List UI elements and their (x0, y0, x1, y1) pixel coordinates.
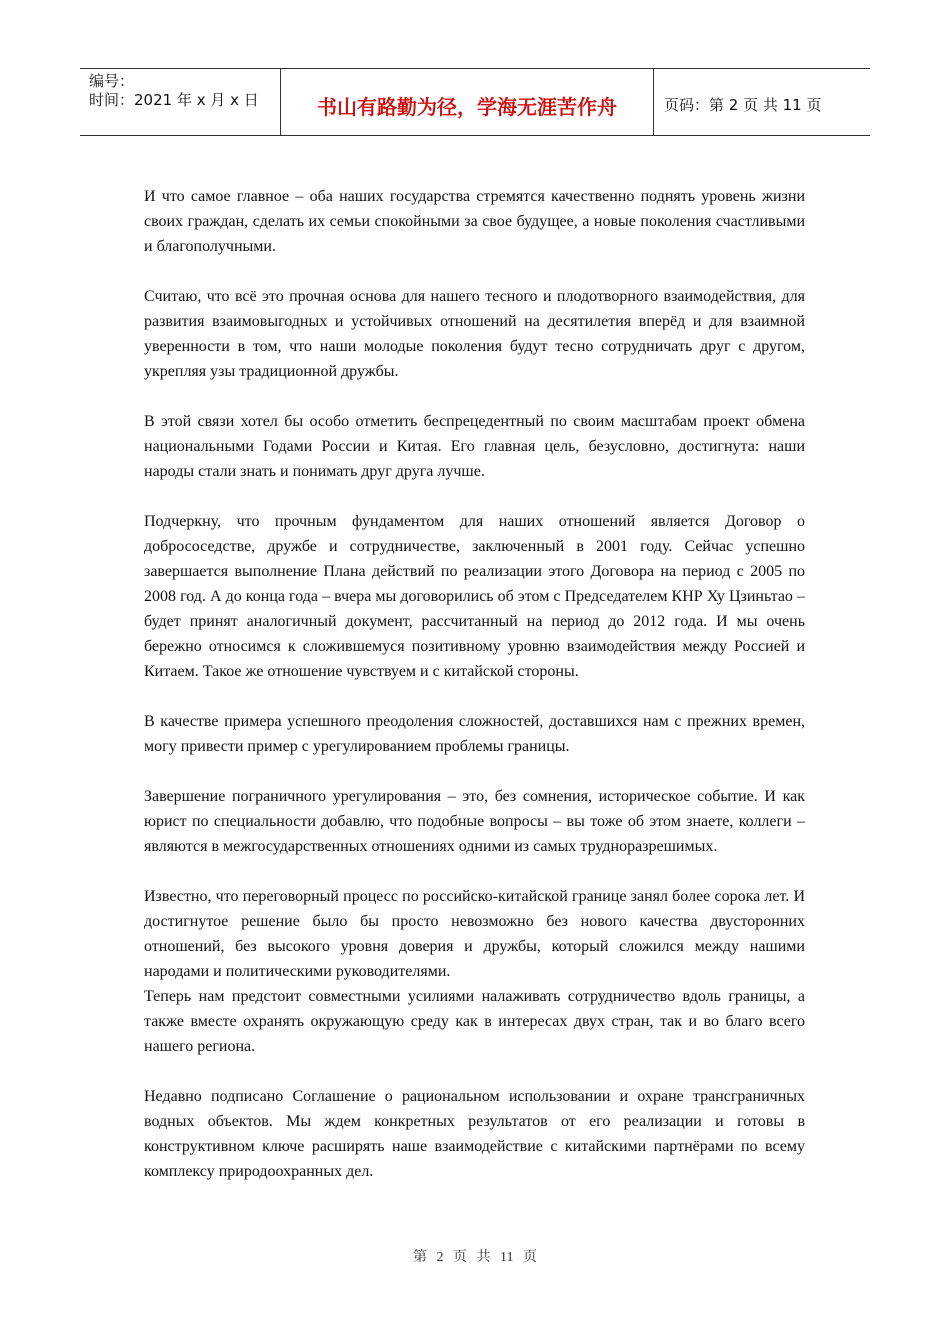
paragraph: Подчеркну, что прочным фундаментом для наших отношений является Договор о добрососедстве, дружбе и сотрудничестве, заключенный в 2001 году. Сейчас успешно завершается выполнение Плана действий по реализации этого Договора на период с 2005 по 2008 год. А до конца года – вчера мы договорились об этом с Председателем КНР Ху Цзиньтао – будет принят аналогичный документ, рассчитанный на период до 2012 года. И мы очень бережно относимся к сложившемуся позитивному уровню взаимодействия между Россией и Китаем. Такое же отношение чувствуем и с китайской стороны. (144, 513, 805, 680)
page-footer: 第 2 页 共 11 页 (413, 1250, 537, 1265)
document-body (144, 184, 805, 1209)
document-date: 时间：2021 年 x 月 x 日 (89, 91, 259, 109)
paragraph: В этой связи хотел бы особо отметить беспрецедентный по своим масштабам проект обмена национальными Годами России и Китая. Его главная цель, безусловно, достигнута: наши народы стали знать и понимать друг друга лучше. (144, 413, 805, 480)
paragraph: В качестве примера успешного преодоления сложностей, доставшихся нам с прежних времен, могу привести пример с урегулированием проблемы границы. (144, 713, 805, 755)
paragraph: Недавно подписано Соглашение о рациональном использовании и охране трансграничных водных объектов. Мы ждем конкретных результатов от его реализации и готовы в конструктивном ключе расширять наше взаимодействие с китайскими партнёрами по всему комплексу природоохранных дел. (144, 1088, 805, 1180)
paragraph: Известно, что переговорный процесс по российско-китайской границе занял более сорока лет. И достигнутое решение было бы просто невозможно без нового качества двусторонних отношений, без высокого уровня доверия и дружбы, который сложился между нашими народами и политическими руководителями. (144, 888, 805, 980)
header-page-info: 页码：第 2 页 共 11 页 (664, 95, 822, 114)
document-number-label: 编号： (89, 72, 135, 90)
header-motto: 书山有路勤为径，学海无涯苦作舟 (281, 69, 654, 135)
header-meta-cell (80, 69, 281, 135)
paragraph: Считаю, что всё это прочная основа для нашего тесного и плодотворного взаимодействия, для развития взаимовыгодных и устойчивых отношений на десятилетия вперёд и для взаимной уверенности в том, что наши молодые поколения будут тесно сотрудничать друг с другом, укрепляя узы традиционной дружбы. (144, 288, 805, 380)
paragraph: И что самое главное – оба наших государства стремятся качественно поднять уровень жизни своих граждан, сделать их семьи спокойными за свое будущее, а новые поколения счастливыми и благополучными. (144, 188, 805, 255)
page-header (80, 68, 870, 136)
paragraph: Завершение пограничного урегулирования – это, без сомнения, историческое событие. И как юрист по специальности добавлю, что подобные вопросы – вы тоже об этом знаете, коллеги – являются в межгосударственных отношениях одними из самых трудноразрешимых. (144, 788, 805, 855)
paragraph: Теперь нам предстоит совместными усилиями налаживать сотрудничество вдоль границы, а также вместе охранять окружающую среду как в интересах двух стран, так и во благо всего нашего региона. (144, 988, 805, 1055)
